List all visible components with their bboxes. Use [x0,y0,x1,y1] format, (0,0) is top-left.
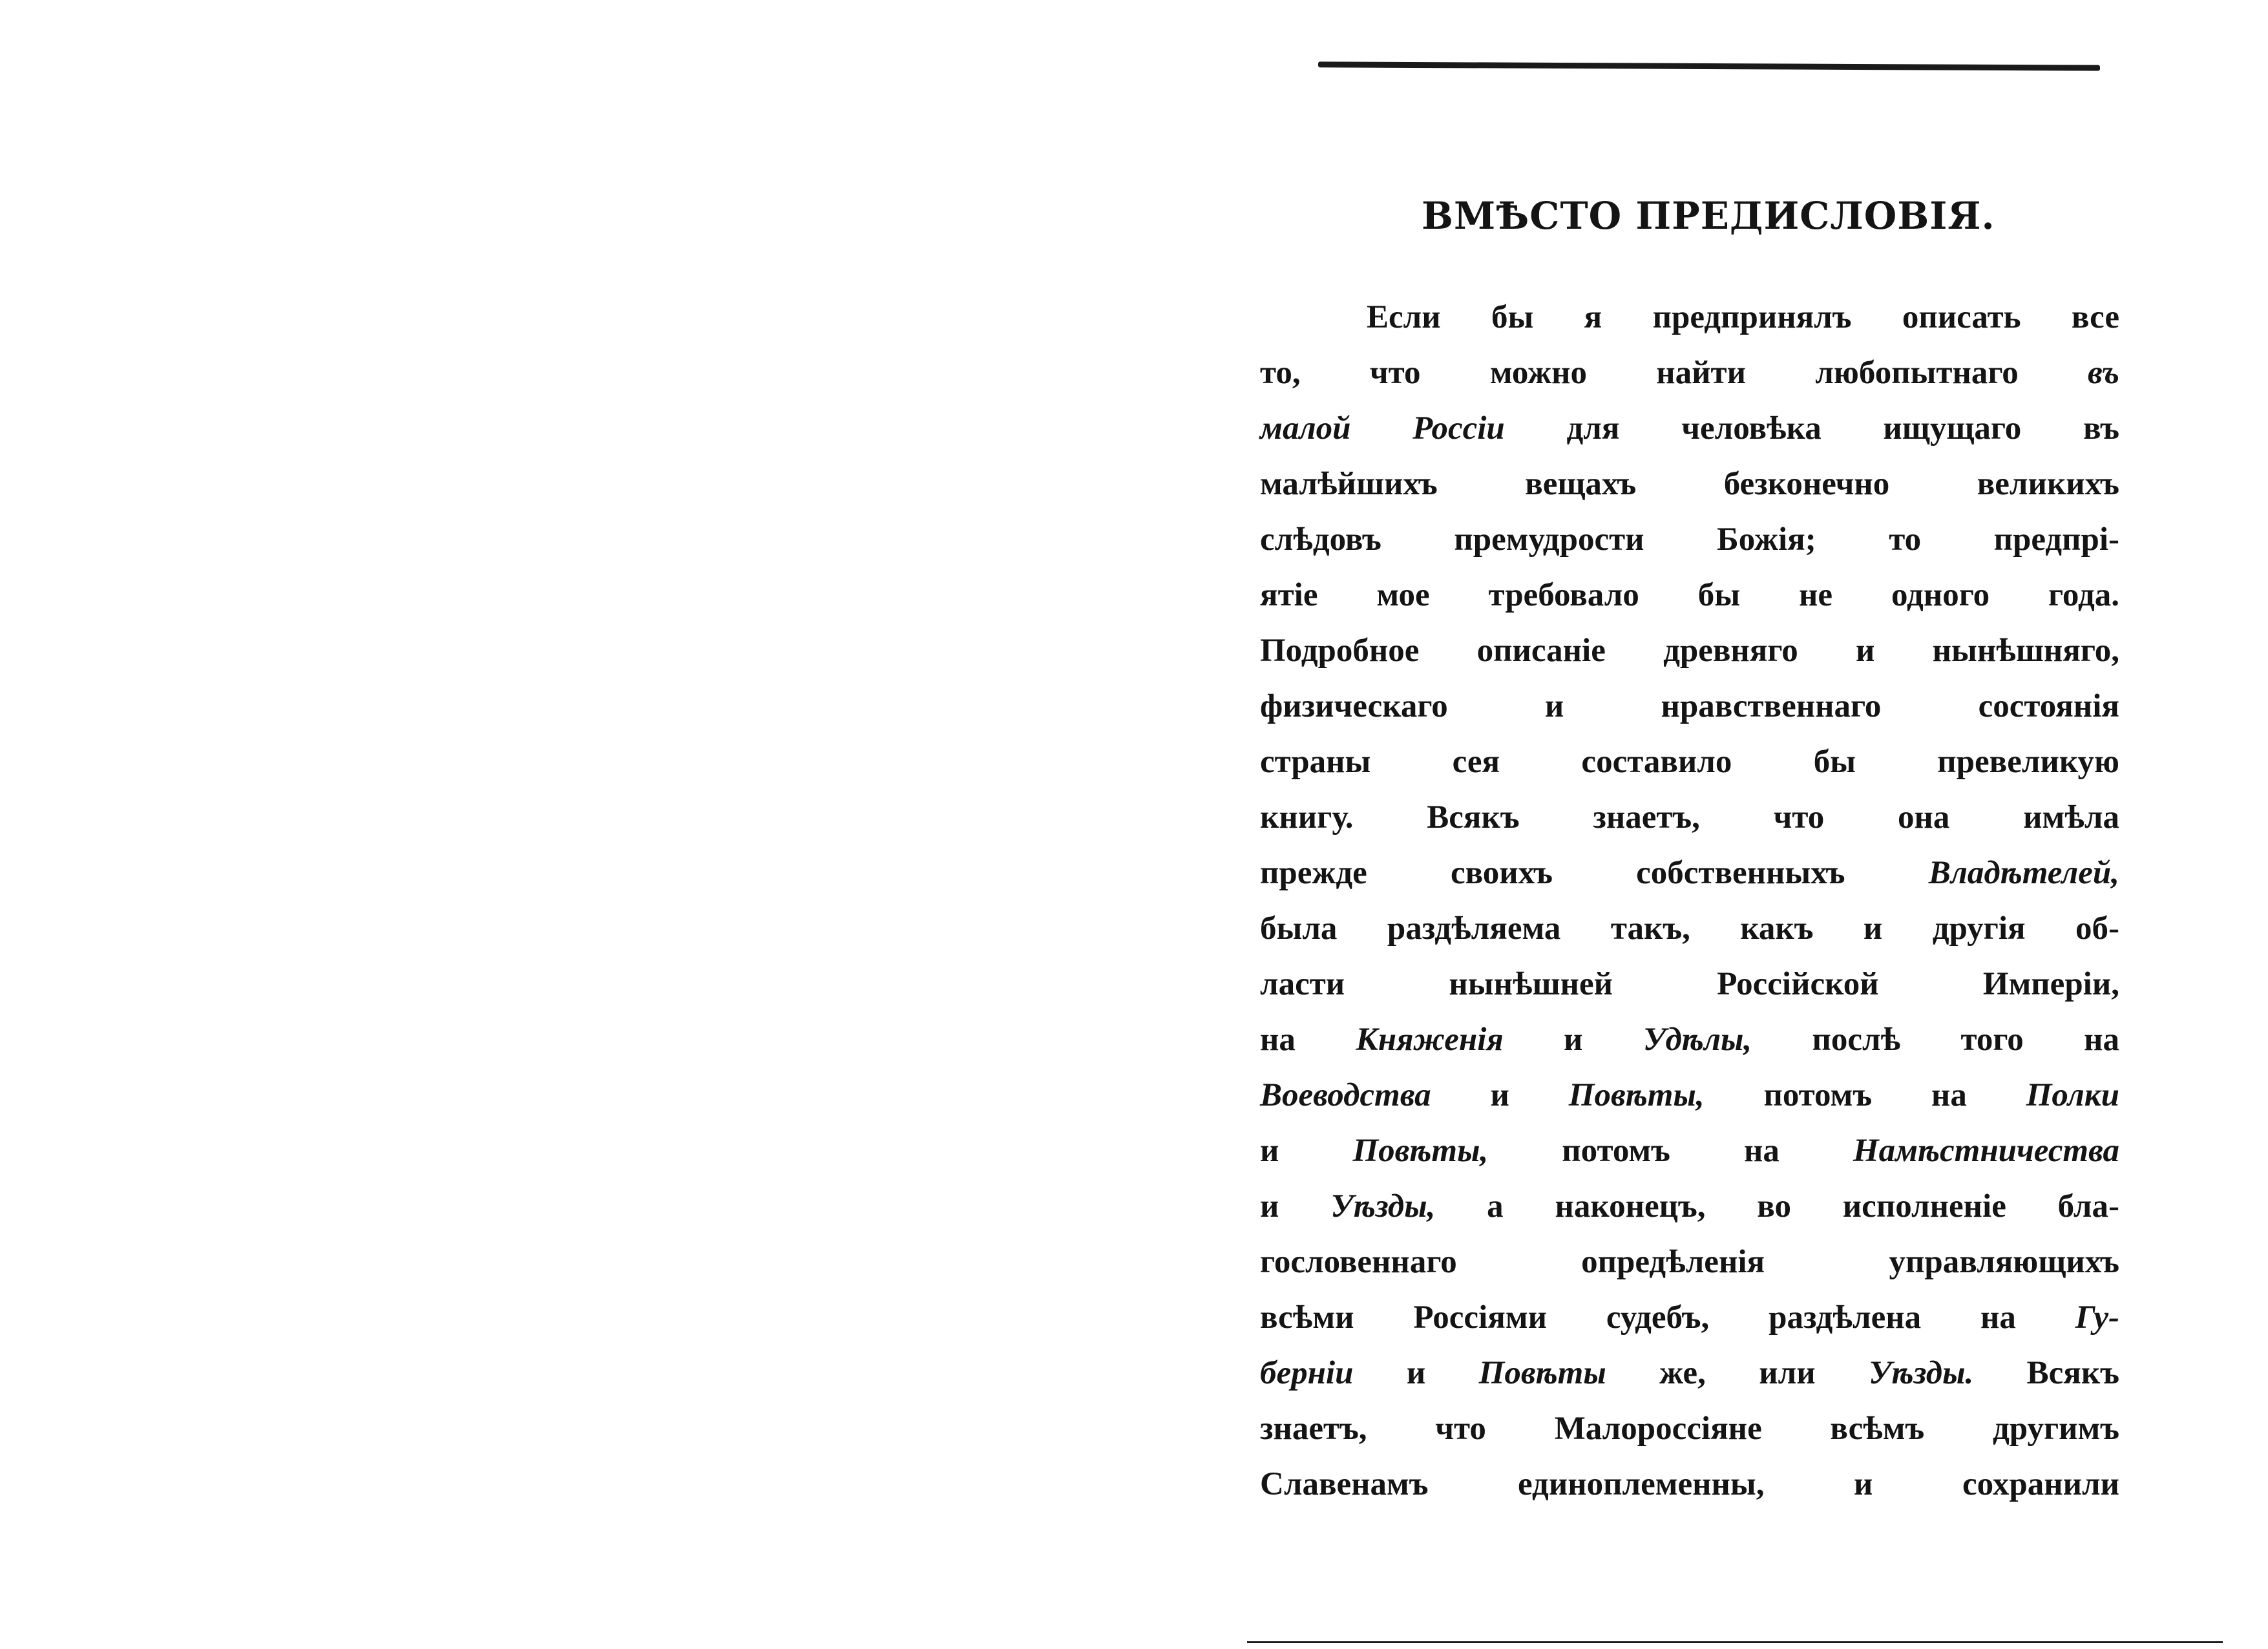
text-segment: Всякъ [1973,1355,2120,1391]
text-segment: же, или [1606,1355,1869,1391]
text-segment: для человѣка ищущаго въ [1504,410,2119,446]
italic-term: Воеводства [1260,1077,1431,1113]
text-segment: и [1260,1133,1353,1169]
text-segment: потомъ на [1704,1077,2026,1113]
italic-term: Повѣты, [1352,1133,1489,1169]
text-line [1260,845,2119,901]
text-segment: а наконецъ, во исполненіе бла- [1435,1188,2119,1224]
text-segment: и [1260,1188,1331,1224]
text-segment: потомъ на [1488,1133,1853,1169]
text-segment: и [1503,1022,1643,1058]
italic-term: Удѣлы, [1643,1022,1752,1058]
text-line: слѣдовъ премудрости Божія; то предпрі- [1260,521,2119,558]
text-line: гословеннаго опредѣленія управляющихъ [1260,1244,2119,1280]
text-segment: прежде своихъ собственныхъ [1260,855,1929,891]
text-line: Если бы я предпринялъ описать все [1367,299,2119,335]
text-line: страны сея составило бы превеликую [1260,744,2119,780]
italic-term: Гу- [2075,1299,2119,1336]
text-segment: и [1431,1077,1569,1113]
text-line [1260,1179,2119,1234]
text-line [1260,1123,2119,1179]
bottom-rule [1247,1641,2223,1643]
text-line: ласти нынѣшней Россійской Имперіи, [1260,966,2119,1002]
text-line: Подробное описаніе древняго и нынѣшняго, [1260,633,2119,669]
text-line: знаетъ, что Малороссіяне всѣмъ другимъ [1260,1411,2119,1447]
italic-term: берніи [1260,1355,1354,1391]
text-segment: послѣ того на [1752,1022,2119,1058]
text-line: была раздѣляема такъ, какъ и другія об- [1260,910,2119,947]
text-line [1260,1290,2119,1345]
italic-term: Владѣтелей, [1928,855,2119,891]
text-line: книгу. Всякъ знаетъ, что она имѣла [1260,799,2119,835]
italic-term: Повѣты [1478,1355,1606,1391]
text-line [1260,1345,2119,1401]
italic-term: малой Россіи [1260,410,1505,446]
text-line: малѣйшихъ вещахъ безконечно великихъ [1260,466,2119,502]
italic-term: Полки [2026,1077,2119,1113]
text-line [1260,401,2119,456]
text-segment: то, что можно найти любопытнаго [1260,355,2088,391]
text-line [1260,1067,2119,1123]
text-segment: на [1260,1022,1356,1058]
italic-term: Уѣзды, [1330,1188,1436,1224]
italic-term: въ [2088,355,2119,391]
text-line: физическаго и нравственнаго состоянія [1260,688,2119,724]
italic-term: Уѣзды. [1869,1355,1974,1391]
text-segment: и [1353,1355,1479,1391]
italic-term: Княженія [1356,1022,1504,1058]
text-line [1260,1012,2119,1067]
italic-term: Повѣты, [1568,1077,1705,1113]
body-text [1260,289,2119,1512]
text-line: Славенамъ единоплеменны, и сохранили [1260,1466,2119,1502]
text-line: ятіе мое требовало бы не одного года. [1260,577,2119,613]
italic-term: Намѣстничества [1853,1133,2119,1169]
page-heading: ВМѢСТО ПРЕДИСЛОВІЯ. [1422,194,1995,238]
text-line [1260,345,2119,401]
text-segment: всѣми Россіями судебъ, раздѣлена на [1260,1299,2075,1336]
